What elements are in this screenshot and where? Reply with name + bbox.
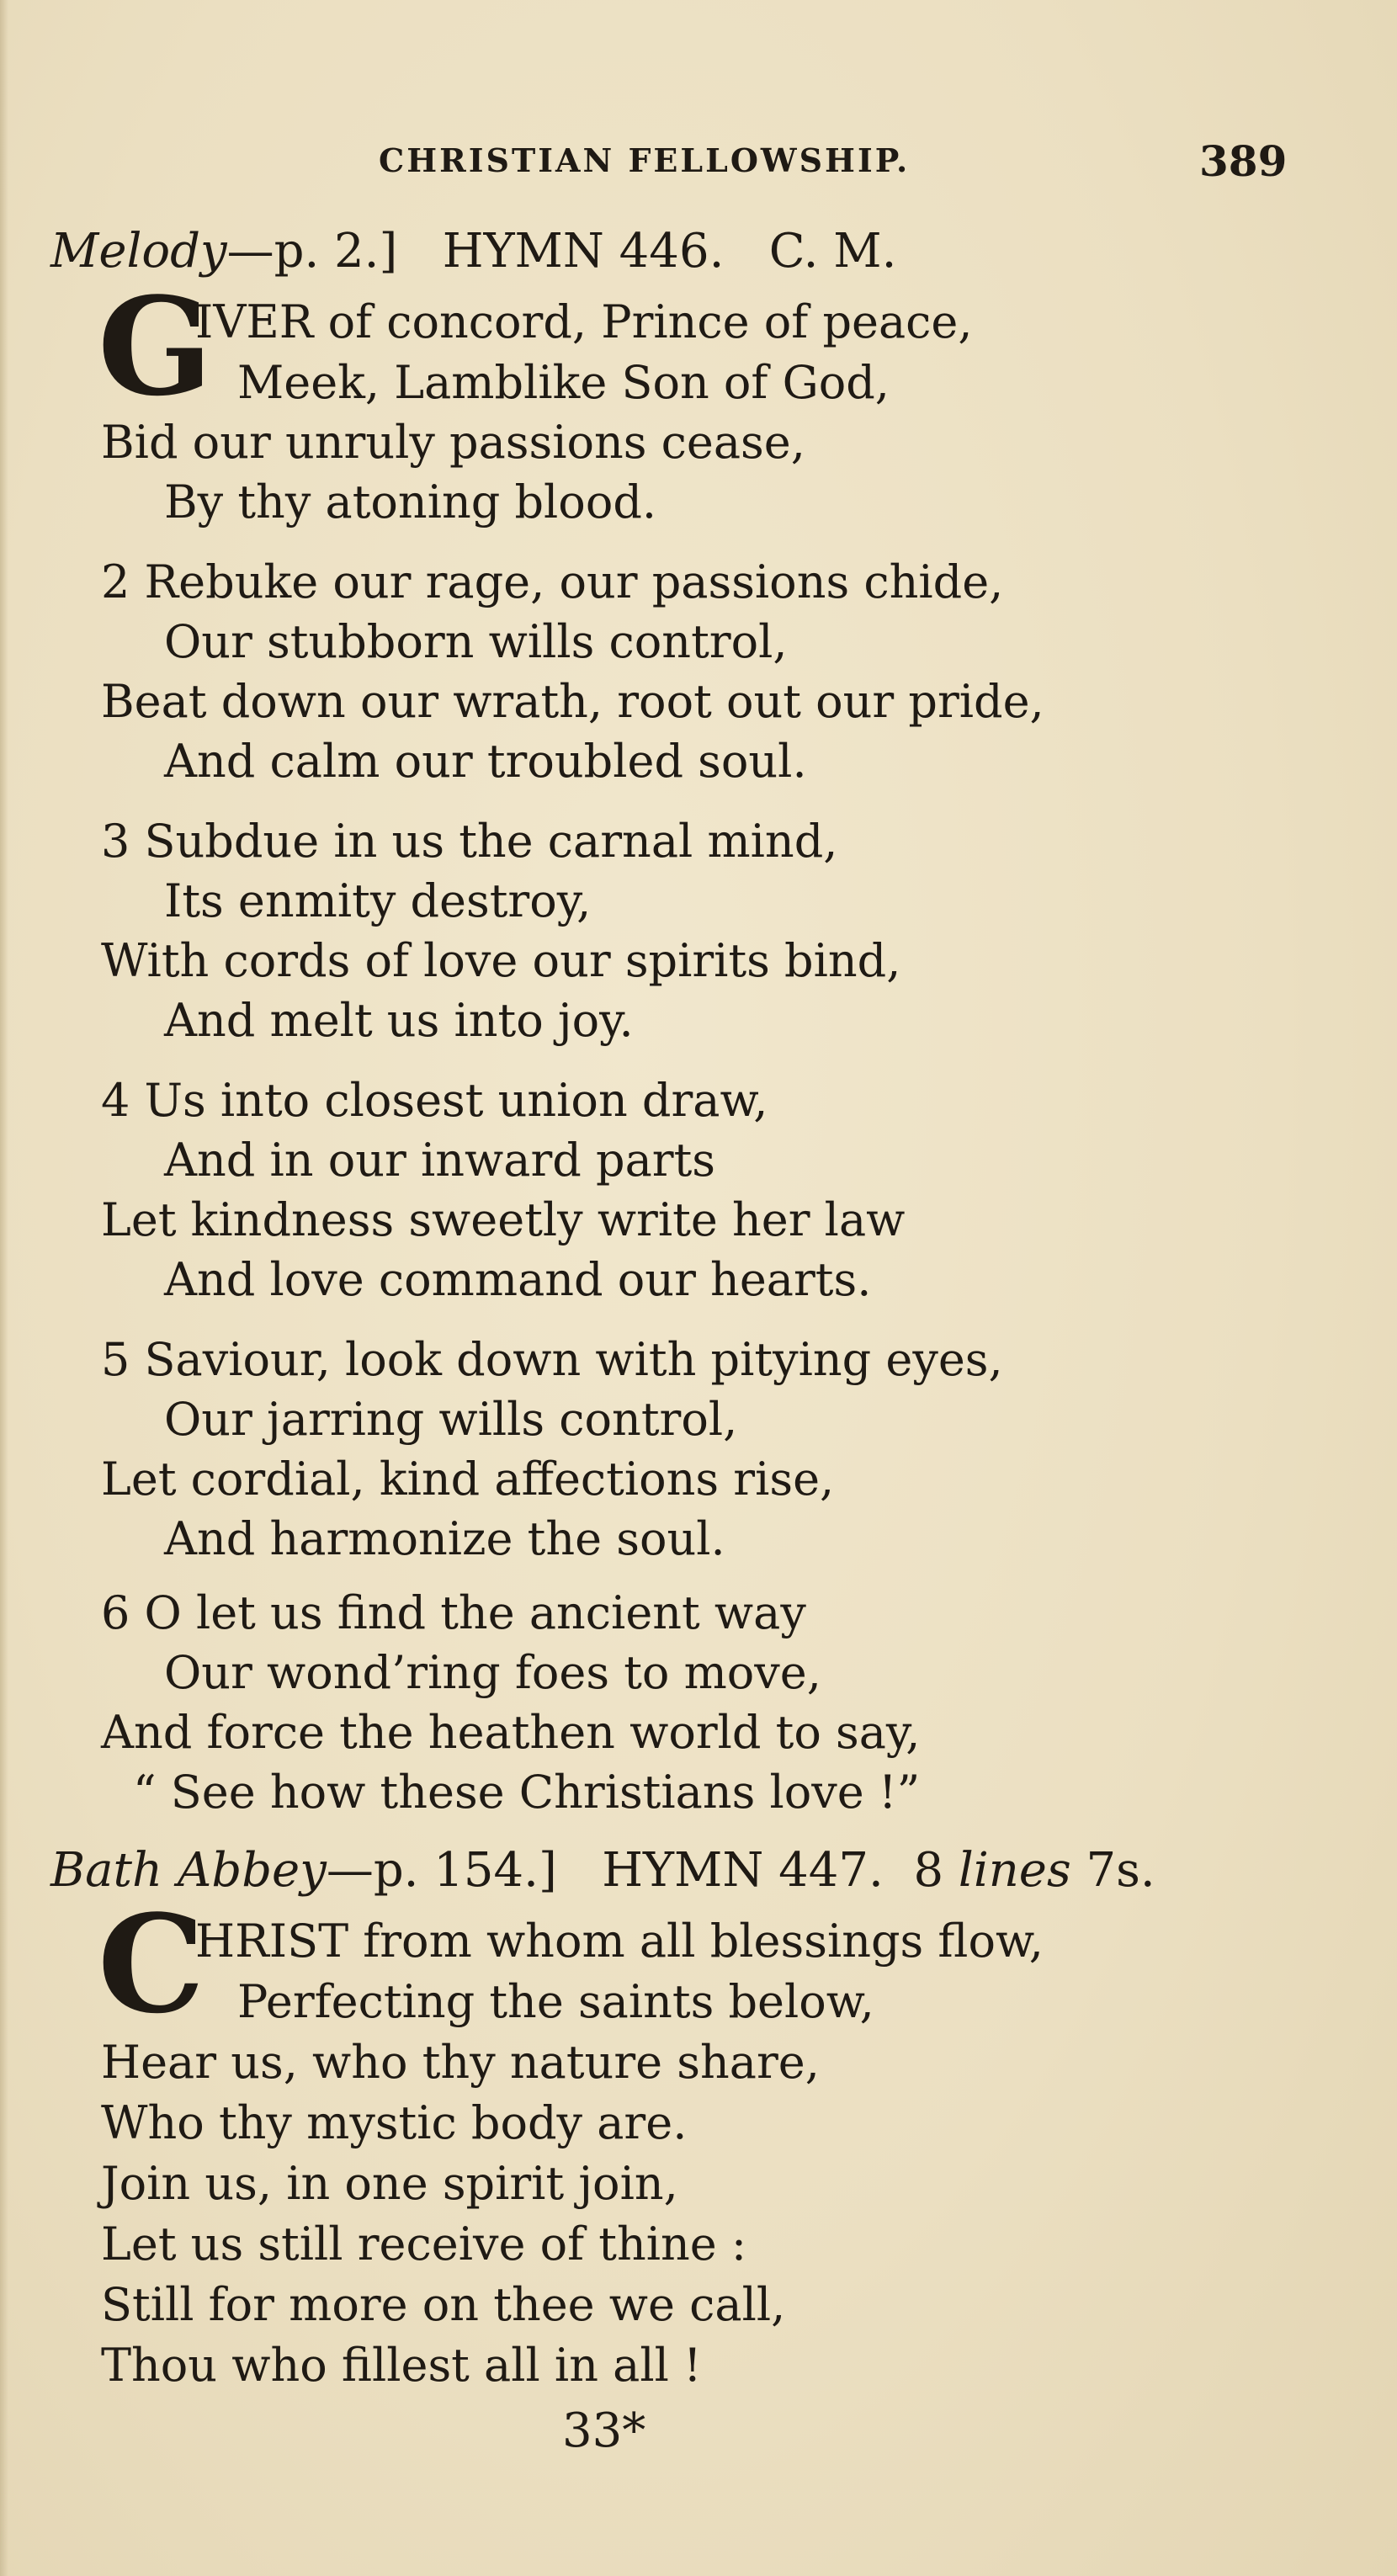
hymn-447-line-4: Who thy mystic body are.	[101, 2096, 688, 2149]
hymn-447-meter-italic: lines	[958, 1843, 1071, 1898]
hymn-446-line-2: Meek, Lamblike Son of God,	[237, 356, 890, 409]
hymn-447-line-1: HRIST from whom all blessings flow,	[195, 1915, 1044, 1968]
hymn-446-line-6: Our stubborn wills control,	[164, 615, 788, 668]
running-head: CHRISTIAN FELLOWSHIP.	[379, 141, 911, 179]
hymn-446-line-4: By thy atoning blood.	[164, 475, 657, 528]
hymn-446-line-9: 3 Subdue in us the carnal mind,	[101, 815, 838, 868]
hymn-446-line-10: Its enmity destroy,	[164, 874, 592, 927]
hymn-447-meter-prefix: 8	[913, 1843, 944, 1898]
hymn-447-line-7: Still for more on thee we call,	[101, 2278, 786, 2331]
signature-mark: 33*	[562, 2403, 646, 2458]
hymn-446-line-16: And love command our hearts.	[164, 1253, 872, 1306]
hymn-446-line-3: Bid our unruly passions cease,	[101, 416, 805, 469]
hymn-446-line-17: 5 Saviour, look down with pitying eyes,	[101, 1333, 1003, 1386]
hymn-446-line-15: Let kindness sweetly write her law	[101, 1193, 906, 1246]
hymn-446-line-21: 6 O let us find the ancient way	[101, 1586, 806, 1639]
hymn-446-line-7: Beat down our wrath, root out our pride,	[101, 675, 1044, 728]
hymn-446-number: HYMN 446.	[442, 224, 725, 279]
hymn-446-line-23: And force the heathen world to say,	[101, 1706, 921, 1759]
hymn-446-tune: Melody	[50, 224, 227, 279]
hymn-447-line-2: Perfecting the saints below,	[237, 1975, 874, 2028]
hymn-447-line-5: Join us, in one spirit join,	[101, 2157, 678, 2210]
hymn-446-line-14: And in our inward parts	[164, 1134, 715, 1187]
page-gutter-shadow	[0, 0, 8, 2576]
hymn-447-line-6: Let us still receive of thine :	[101, 2217, 747, 2271]
hymn-446-line-11: With cords of love our spirits bind,	[101, 934, 901, 987]
hymn-446-line-24: “ See how these Christians love !”	[133, 1766, 921, 1819]
hymn-446-line-19: Let cordial, kind affections rise,	[101, 1453, 835, 1506]
hymn-446-line-8: And calm our troubled soul.	[164, 735, 807, 788]
hymn-447-number: HYMN 447.	[602, 1843, 884, 1898]
hymn-446-line-20: And harmonize the soul.	[164, 1512, 725, 1565]
hymn-446-line-13: 4 Us into closest union draw,	[101, 1074, 768, 1127]
hymn-446-tune-ref: —p. 2.]	[226, 224, 398, 279]
hymn-446-meter: C. M.	[768, 224, 897, 279]
page-number: 389	[1199, 136, 1288, 186]
hymn-447-line-3: Hear us, who thy nature share,	[101, 2036, 820, 2089]
hymn-447-tune: Bath Abbey	[50, 1843, 327, 1898]
hymn-447-line-8: Thou who fillest all in all !	[101, 2339, 702, 2392]
hymn-446-line-22: Our wond’ring foes to move,	[164, 1646, 821, 1699]
hymn-446-dropcap: G	[98, 268, 213, 426]
hymn-447-dropcap: C	[98, 1885, 205, 2043]
hymn-446-line-18: Our jarring wills control,	[164, 1393, 738, 1446]
hymn-446-line-1: IVER of concord, Prince of peace,	[195, 295, 973, 348]
hymn-447-tune-ref: —p. 154.]	[326, 1843, 557, 1898]
hymn-446-line-12: And melt us into joy.	[164, 994, 634, 1047]
hymn-447-meter-suffix: 7s.	[1086, 1843, 1155, 1898]
hymn-446-line-5: 2 Rebuke our rage, our passions chide,	[101, 555, 1004, 608]
hymn-447-heading	[50, 1843, 1155, 1898]
